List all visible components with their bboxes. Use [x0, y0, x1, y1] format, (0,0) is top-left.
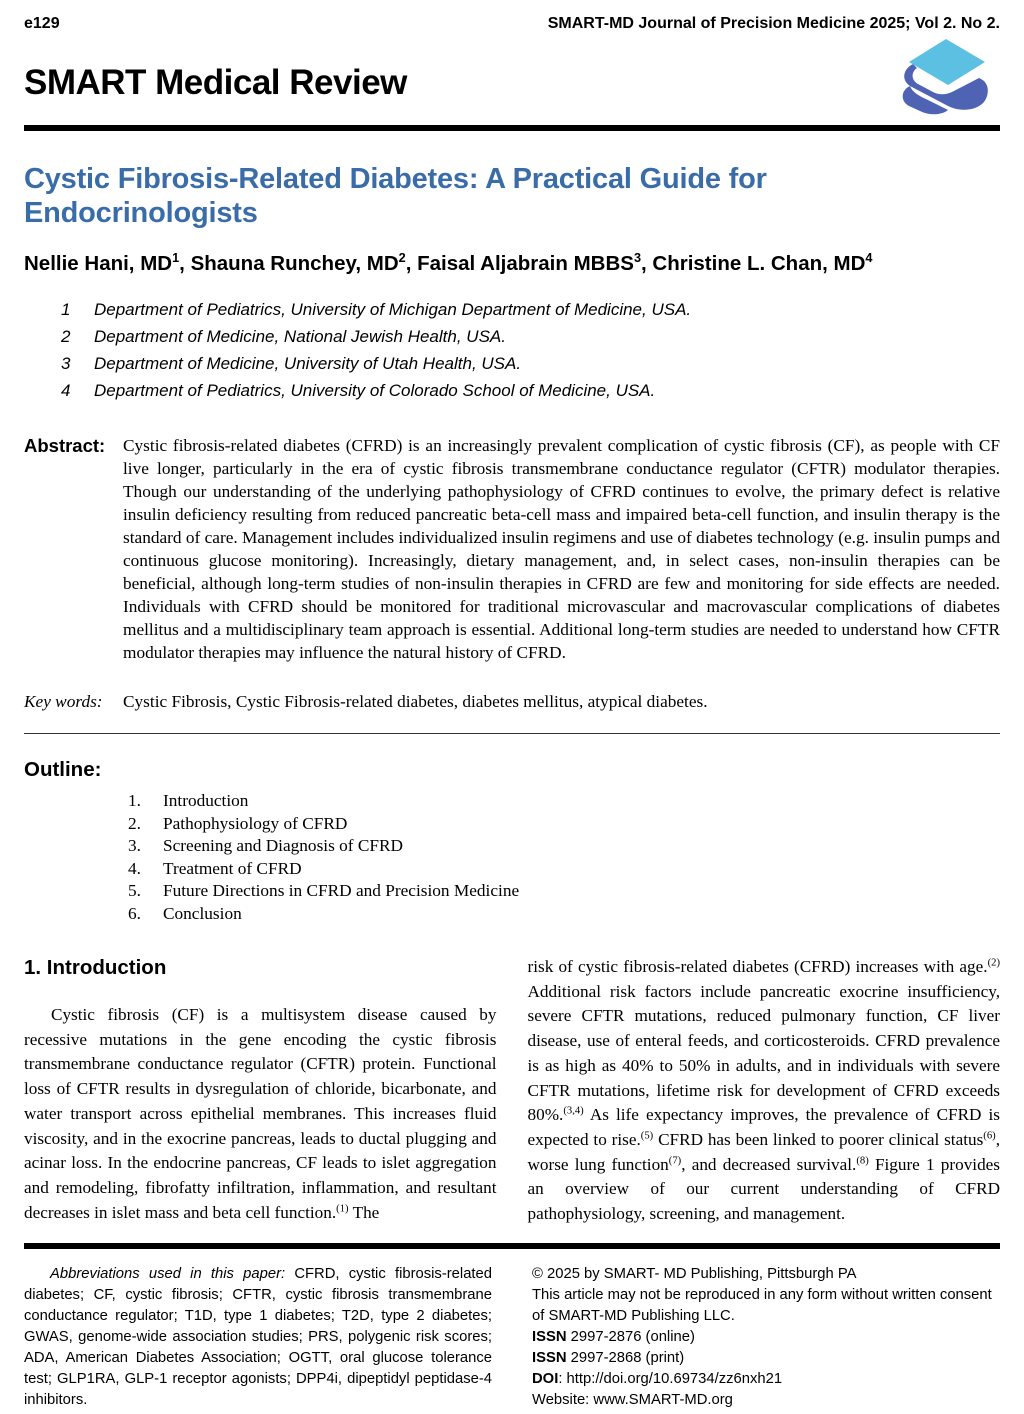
abbreviations-text: CFRD, cystic fibrosis-related diabetes; CF, cystic fibrosis; CFTR, cystic fibrosis transmembrane conductance regulator; T1D, type 1 diabetes; T2D, type 2 diabetes; GWAS, genome-wide association studies; PRS, polygenic risk scores; ADA, American Diabetes Association; OGTT, oral glucose tolerance test; GLP1RA, GLP-1 receptor agonists; DPP4i, dipeptidyl peptidase-4 inhibitors.: [24, 1265, 492, 1408]
affiliation-number: 2: [61, 327, 71, 346]
outline-item-number: 5.: [128, 881, 141, 900]
affiliation-number: 4: [61, 381, 71, 400]
outline-item-number: 1.: [128, 791, 141, 810]
affiliation-item: [24, 296, 1000, 323]
masthead-rule: [24, 125, 1000, 131]
intro-paragraph-left: Cystic fibrosis (CF) is a multisystem disease caused by recessive mutations in the gene encoding the cystic fibrosis transmembrane conductance regulator (CFTR) protein. Functional loss of CFTR results in dysregulation of chloride, bicarbonate, and water transport across epithelial membranes. This increases fluid viscosity, and in the exocrine pancreas, leads to ductal plugging and acinar loss. In the endocrine pancreas, CF leads to islet aggregation and remodeling, fibrofatty infiltration, inflammation, and resultant decreases in islet mass and beta cell function.$^{(1)}$ The: [24, 1005, 497, 1222]
website-line: Website: www.SMART-MD.org: [532, 1391, 733, 1408]
masthead-row: [24, 53, 1000, 113]
keywords-text: Cystic Fibrosis, Cystic Fibrosis-related diabetes, diabetes mellitus, atypical diabetes.: [123, 692, 708, 711]
masthead-title: SMART Medical Review: [24, 63, 407, 102]
affiliation-text: Department of Medicine, National Jewish Health, USA.: [94, 327, 506, 346]
issn-label: ISSN: [532, 1328, 567, 1345]
affiliation-number: 3: [61, 354, 71, 373]
outline-label: Outline:: [24, 758, 102, 781]
affiliation-text: Department of Pediatrics, University of Michigan Department of Medicine, USA.: [94, 300, 692, 319]
footer-rule: [24, 1243, 1000, 1249]
outline-item: [128, 813, 1000, 836]
outline-item: [128, 835, 1000, 858]
doi-label: DOI: [532, 1370, 559, 1387]
journal-citation-line: SMART-MD Journal of Precision Medicine 2025; Vol 2. No 2.: [547, 15, 1000, 32]
outline-item-text: Treatment of CFRD: [163, 858, 302, 878]
doi-value: : http://doi.org/10.69734/zz6nxh21: [558, 1370, 783, 1387]
outline-item-text: Introduction: [163, 791, 249, 810]
journal-logo: [896, 37, 996, 119]
affiliation-item: [24, 377, 1000, 404]
issn-online-line: [532, 1327, 1000, 1348]
intro-column-left: [24, 955, 497, 1227]
outline-item: [128, 903, 1000, 926]
outline-section: [24, 758, 1000, 925]
publisher-block: [532, 1264, 1000, 1411]
keywords-section: [24, 690, 1000, 713]
outline-item: [128, 880, 1000, 903]
abbreviations-label: Abbreviations used in this paper:: [50, 1265, 286, 1282]
section-heading-introduction: 1. Introduction: [24, 956, 167, 979]
affiliation-text: Department of Medicine, University of Utah Health, USA.: [94, 354, 522, 373]
issn-print-line: [532, 1348, 1000, 1369]
outline-item: [128, 790, 1000, 813]
layers-icon: [896, 37, 996, 119]
outline-item-number: 3.: [128, 836, 141, 855]
intro-column-right: [528, 955, 1001, 1227]
outline-list: [24, 790, 1000, 925]
outline-item-text: Conclusion: [163, 903, 242, 923]
outline-item-text: Pathophysiology of CFRD: [163, 813, 348, 833]
section-divider-rule: [24, 733, 1000, 734]
author-line: Nellie Hani, $MD^1$, Shauna Runchey, $MD^2$, Faisal Aljabrain MBBS$^3$, Christine L. Chan, $MD^4$: [24, 250, 873, 275]
affiliations-list: [24, 296, 1000, 404]
issn-online-value: 2997-2876 (online): [566, 1328, 695, 1345]
outline-item-number: 6.: [128, 903, 141, 923]
abstract-text: Cystic fibrosis-related diabetes (CFRD) is an increasingly prevalent complication of cystic fibrosis (CF), as people with CF live longer, particularly in the era of cystic fibrosis transmembrane conductance regulator (CFTR) modulator therapies. Though our understanding of the underlying pathophysiology of CFRD continues to evolve, the primary defect is relative insulin deficiency resulting from reduced pancreatic beta-cell mass and impaired beta-cell function, and insulin therapy is the standard of care. Management includes individualized insulin regimens and use of diabetes technology (e.g. insulin pumps and continuous glucose monitoring). Increasingly, dietary management, and, in select cases, non-insulin therapies can be beneficial, although long-term studies of non-insulin therapies in CFRD are few and monitoring for side effects are needed. Individuals with CFRD should be monitored for traditional microvascular and macrovascular complications of diabetes mellitus and a multidisciplinary team approach is essential. Additional long-term studies are needed to understand how CFTR modulator therapies may influence the natural history of CFRD.: [123, 436, 1000, 662]
introduction-columns: [24, 955, 1000, 1227]
doi-line: [532, 1369, 1000, 1390]
page-number: e129: [24, 15, 60, 32]
abbreviations-paragraph: [24, 1264, 492, 1411]
keywords-label: Key words:: [24, 692, 103, 711]
page-header: [24, 14, 1000, 33]
affiliation-item: [24, 350, 1000, 377]
affiliation-number: 1: [61, 300, 71, 319]
outline-item: [128, 858, 1000, 881]
intro-paragraph-right: risk of cystic fibrosis-related diabetes (CFRD) increases with age.$^{(2)}$ Additional risk factors include pancreatic exocrine insufficiency, severe CFTR mutations, reduced pulmonary function, CF liver disease, use of enteral feeds, and corticosteroids. CFRD prevalence is as high as 40% to 50% in adults, and in individuals with severe CFTR mutations, lifetime risk for development of CFRD exceeds 80%.$^{(3,4)}$ As life expectancy improves, the prevalence of CFRD is expected to rise.$^{(5)}$ CFRD has been linked to poorer clinical status$^{(6)}$, worse lung function$^{(7)}$, and decreased survival.$^{(8)}$ Figure 1 provides an overview of our current understanding of CFRD pathophysiology, screening, and management.: [527, 957, 1000, 1224]
abstract-label: Abstract:: [24, 435, 106, 456]
rights-line: This article may not be reproduced in any form without written consent of SMART-MD Publishing LLC.: [532, 1286, 992, 1324]
copyright-line: © 2025 by SMART- MD Publishing, Pittsburgh PA: [532, 1265, 857, 1282]
affiliation-item: [24, 323, 1000, 350]
outline-item-number: 2.: [128, 813, 141, 833]
issn-label: ISSN: [532, 1349, 567, 1366]
affiliation-text: Department of Pediatrics, University of Colorado School of Medicine, USA.: [94, 381, 656, 400]
outline-item-number: 4.: [128, 858, 141, 878]
page-footer: [24, 1264, 1000, 1411]
issn-print-value: 2997-2868 (print): [566, 1349, 685, 1366]
abbreviations-block: [24, 1264, 492, 1411]
abstract-section: [24, 434, 1000, 664]
outline-item-text: Screening and Diagnosis of CFRD: [163, 836, 403, 855]
article-title: Cystic Fibrosis-Related Diabetes: A Practical Guide for Endocrinologists: [24, 163, 767, 229]
outline-item-text: Future Directions in CFRD and Precision Medicine: [163, 881, 520, 900]
